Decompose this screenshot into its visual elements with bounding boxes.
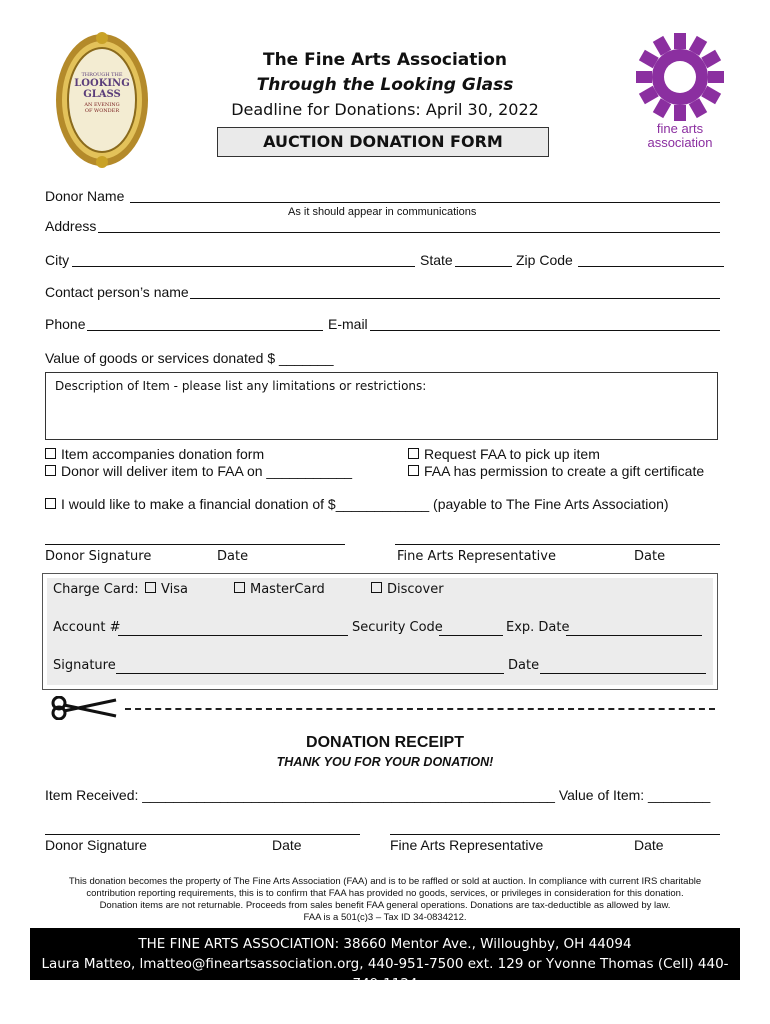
checkbox-icon[interactable]	[45, 465, 56, 476]
footer-address: THE FINE ARTS ASSOCIATION: 38660 Mentor Ave., Willoughby, OH 44094	[138, 936, 632, 952]
event-title: Through the Looking Glass	[256, 75, 514, 95]
checkbox-icon[interactable]	[371, 582, 382, 593]
option-accompanies[interactable]: Item accompanies donation form	[45, 446, 264, 462]
receipt-donor-sig-line[interactable]	[45, 822, 360, 835]
account-label: Account #	[53, 620, 121, 635]
receipt-rep-sig-line[interactable]	[390, 822, 720, 835]
form-title: AUCTION DONATION FORM	[217, 127, 549, 157]
contact-field[interactable]	[190, 286, 720, 299]
description-label: Description of Item - please list any limitations or restrictions:	[55, 379, 427, 393]
city-field[interactable]	[72, 254, 415, 267]
deadline-text: Deadline for Donations: April 30, 2022	[231, 100, 539, 119]
card-date-field[interactable]	[540, 660, 706, 674]
rep-label: Fine Arts Representative	[397, 549, 556, 564]
logo-left-line5: OF WONDER	[84, 108, 120, 114]
mastercard-option[interactable]: MasterCard	[234, 582, 325, 597]
donor-name-label: Donor Name	[45, 188, 125, 204]
phone-field[interactable]	[87, 318, 323, 331]
logo-right-line1: fine arts	[656, 121, 704, 136]
address-field[interactable]	[98, 220, 720, 233]
disclaimer-line: FAA is a 501(c)3 – Tax ID 34-0834212.	[303, 912, 467, 923]
checkbox-icon[interactable]	[234, 582, 245, 593]
checkbox-icon[interactable]	[45, 498, 56, 509]
phone-label: Phone	[45, 316, 86, 332]
receipt-date-1: Date	[272, 837, 302, 853]
donor-name-field[interactable]	[130, 190, 720, 203]
option-pickup[interactable]: Request FAA to pick up item	[408, 446, 600, 462]
cut-line	[125, 708, 715, 710]
date-label-1: Date	[217, 549, 249, 564]
card-date-label: Date	[508, 658, 540, 673]
org-title: The Fine Arts Association	[262, 50, 508, 70]
footer-bar	[30, 928, 740, 992]
discover-option[interactable]: Discover	[371, 582, 444, 597]
logo-left-line2: LOOKING	[74, 78, 130, 89]
disclaimer-line: This donation becomes the property of The Fine Arts Association (FAA) and is to be raffled or sold at auction. In compliance with current IRS charitable	[68, 876, 702, 887]
rep-signature-line[interactable]	[395, 532, 720, 545]
fine-arts-logo	[625, 30, 735, 155]
email-field[interactable]	[370, 318, 720, 331]
receipt-donor-sig-label: Donor Signature	[45, 837, 147, 853]
exp-label: Exp. Date	[506, 620, 570, 635]
receipt-rep-label: Fine Arts Representative	[390, 837, 544, 853]
item-received-line[interactable]: Item Received: _____________________________________________________ Value of Item: ________	[45, 787, 711, 803]
charge-card-label: Charge Card:	[53, 582, 139, 597]
checkbox-icon[interactable]	[145, 582, 156, 593]
checkbox-icon[interactable]	[408, 465, 419, 476]
donor-name-hint: As it should appear in communications	[288, 206, 477, 218]
zip-field[interactable]	[578, 254, 724, 267]
looking-glass-logo	[52, 30, 152, 170]
email-label: E-mail	[328, 316, 368, 332]
card-signature-field[interactable]	[116, 660, 504, 674]
zip-label: Zip Code	[516, 252, 573, 268]
logo-left-line1: THROUGH THE	[81, 72, 123, 78]
receipt-title: DONATION RECEIPT	[306, 734, 464, 751]
security-field[interactable]	[439, 622, 503, 636]
receipt-date-2: Date	[634, 837, 664, 853]
contact-label: Contact person’s name	[45, 284, 189, 300]
value-label: Value of goods or services donated $ _______	[45, 350, 334, 366]
card-signature-label: Signature	[53, 658, 116, 673]
disclaimer	[40, 876, 730, 924]
checkbox-icon[interactable]	[408, 448, 419, 459]
sun-icon	[625, 30, 735, 125]
date-label-2: Date	[634, 549, 666, 564]
checkbox-icon[interactable]	[45, 448, 56, 459]
address-label: Address	[45, 218, 97, 234]
disclaimer-line: contribution reporting requirements, this is to confirm that FAA has provided no goods, services, or privileges in consideration for this donation.	[86, 888, 684, 899]
logo-left-line3: GLASS	[83, 89, 121, 100]
donor-signature-label: Donor Signature	[45, 549, 152, 564]
donor-signature-line[interactable]	[45, 532, 345, 545]
option-gift-cert[interactable]: FAA has permission to create a gift certificate	[408, 463, 704, 479]
state-label: State	[420, 252, 453, 268]
logo-left-line4: AN EVENING	[84, 102, 120, 108]
exp-field[interactable]	[566, 622, 702, 636]
receipt-thanks: THANK YOU FOR YOUR DONATION!	[276, 755, 494, 769]
footer-contacts: Laura Matteo, lmatteo@fineartsassociation.org, 440-951-7500 ext. 129 or Yvonne Thomas (Cell) 440-749-1124	[41, 956, 729, 992]
account-field[interactable]	[118, 622, 348, 636]
option-deliver[interactable]: Donor will deliver item to FAA on ___________	[45, 463, 352, 479]
option-financial[interactable]: I would like to make a financial donation of $____________ (payable to The Fine Arts Association)	[45, 496, 669, 512]
visa-option[interactable]: Visa	[145, 582, 188, 597]
disclaimer-line: Donation items are not returnable. Proceeds from sales benefit FAA general operations. Donations are tax-deductible as allowed by law.	[99, 900, 671, 911]
city-label: City	[45, 252, 70, 268]
scissors-icon	[50, 696, 120, 725]
logo-right-line2: association	[647, 135, 713, 150]
security-label: Security Code	[352, 620, 443, 635]
state-field[interactable]	[455, 254, 512, 267]
